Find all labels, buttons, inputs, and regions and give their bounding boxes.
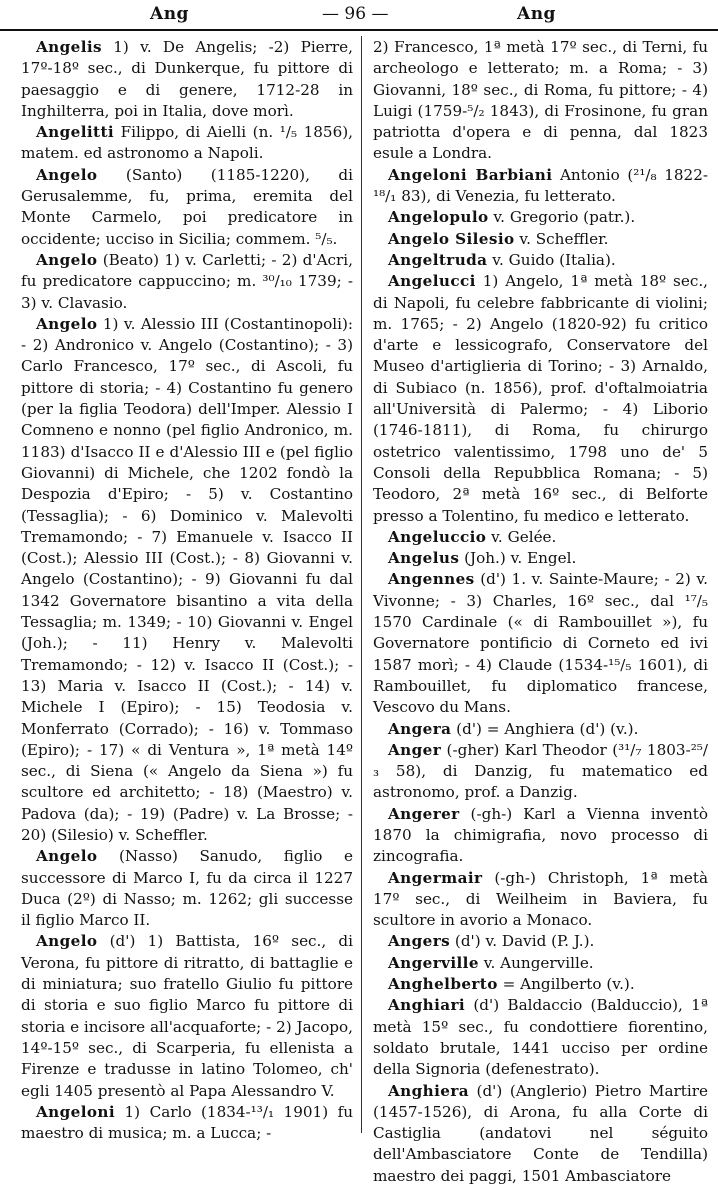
- entry: [21, 1102, 353, 1145]
- entry-text: (d') = Anghiera (d') (v.).: [451, 719, 639, 738]
- entry: [21, 846, 353, 931]
- entry-text: v. Aungerville.: [478, 953, 594, 972]
- entry-headword: Angelo: [36, 165, 98, 184]
- entry-text: = Angilberto (v.).: [497, 975, 635, 994]
- header-right-guide-word: Ang: [517, 4, 556, 24]
- entry-text: 1) Angelo, 1ª metà 18º sec., di Napoli, fu celebre fabbricante di violini; m. 1765; - 2) Angelo (1820-92) fu critico d'arte e lessicografo, Conservatore del Museo d'artiglieria di Torino; - 3) Arnaldo, di Subiaco (n. 1856), prof. d'oftalmoiatria all'Università di Palermo; - 4) Liborio (1746-1811), di Roma, fu chirurgo ostetrico valentissimo, 1798 uno de' 5 Consoli della Repubblica Romana; - 5) Teodoro, 2ª metà 16º sec., di Belforte presso a Tolentino, fu medico e letterato.: [373, 272, 708, 525]
- entry-text: 2) Francesco, 1ª metà 17º sec., di Terni, fu archeologo e letterato; m. a Roma; - 3) Giovanni, 18º sec., di Roma, fu pittore; - 4) Luigi (1759-⁵/₂ 1843), di Frosinone, fu gran patriotta d'opera e di penna, dal 1823 esule a Londra.: [373, 38, 708, 163]
- entry: [373, 804, 708, 868]
- entry-text: (-gher) Karl Theodor (³¹/₇ 1803-²⁵/₃ 58), di Danzig, fu matematico ed astronomo, prof. a Danzig.: [373, 740, 708, 802]
- entry-text: v. Guido (Italia).: [487, 250, 616, 269]
- entry-headword: Angelo: [36, 932, 98, 951]
- entry-headword: Anger: [388, 740, 442, 759]
- entry-text: (d') Baldaccio (Balduccio), 1ª metà 15º sec., fu condottiere fiorentino, soldato brutale, 1441 ucciso per ordine della Signoria (defenestrato).: [373, 996, 708, 1079]
- entry-headword: Angennes: [388, 570, 475, 589]
- page-number: — 96 —: [322, 4, 389, 24]
- entry-text: (-gh-) Christoph, 1ª metà 17º sec., di Weilheim in Baviera, fu scultore in avorio a Monaco.: [373, 868, 708, 930]
- entry: [373, 974, 708, 995]
- entry-headword: Angeltruda: [388, 250, 488, 269]
- entry: [373, 271, 708, 527]
- entry-text: (d') (Anglerio) Pietro Martire (1457-1526), di Arona, fu alla Corte di Castiglia (andatovi nel séguito dell'Ambasciatore Conte de Tendilla) maestro dei paggi, 1501 Ambasciatore: [373, 1081, 708, 1185]
- entry-text: (-gh-) Karl a Vienna inventò 1870 la chimigrafia, novo processo di zincografia.: [373, 804, 708, 866]
- entry-text: (Joh.) v. Engel.: [459, 549, 577, 568]
- entry: [373, 931, 708, 952]
- entry: [373, 250, 708, 271]
- entry-continuation: [373, 37, 708, 165]
- header-left-guide-word: Ang: [150, 4, 189, 24]
- entry-headword: Angelo Silesio: [388, 229, 515, 248]
- entry: [373, 995, 708, 1080]
- entry-text: (Nasso) Sanudo, figlio e successore di Marco I, fu da circa il 1227 Duca (2º) di Nasso; m. 1262; gli successe il figlio Marco II.: [21, 847, 353, 930]
- entry-text: (Santo) (1185-1220), di Gerusalemme, fu, prima, eremita del Monte Carmelo, poi predicatore in occidente; ucciso in Sicilia; commem. ⁵/₅.: [21, 165, 353, 248]
- entry: [373, 548, 708, 569]
- entry-headword: Angelis: [36, 38, 102, 56]
- entry: [373, 719, 708, 740]
- entry-headword: Angeluccio: [388, 527, 487, 546]
- entry: [373, 868, 708, 932]
- entry-headword: Angelo: [36, 847, 98, 866]
- entry-headword: Anghiari: [388, 996, 466, 1015]
- entry-text: Antonio (²¹/₈ 1822-¹⁸/₁ 83), di Venezia, fu letterato.: [373, 165, 708, 206]
- entry-headword: Angelitti: [36, 123, 115, 142]
- entry-text: (d') 1. v. Sainte-Maure; - 2) v. Vivonne; - 3) Charles, 16º sec., dal ¹⁷/₅ 1570 Cardinale (« di Rambouillet »), fu Governatore pontificio di Corneto ed ivi 1587 morì; - 4) Claude (1534-¹⁵/₅ 1601), di Rambouillet, fu diplomatico francese, Vescovo du Mans.: [373, 570, 708, 717]
- entry-text: 1) Carlo (1834-¹³/₁ 1901) fu maestro di musica; m. a Lucca; -: [21, 1102, 353, 1143]
- entry: [21, 314, 353, 846]
- entry-headword: Angerville: [388, 953, 479, 972]
- column-divider: [361, 36, 362, 1133]
- entry-headword: Angera: [388, 719, 452, 738]
- entry: [21, 165, 353, 250]
- entry: [21, 250, 353, 314]
- entry-text: Filippo, di Aielli (n. ¹/₅ 1856), matem. ed astronomo a Napoli.: [21, 123, 353, 163]
- entry: [373, 527, 708, 548]
- entry-text: (Beato) 1) v. Carletti; - 2) d'Acri, fu predicatore cappuccino; m. ³⁰/₁₀ 1739; - 3) v. Clavasio.: [21, 250, 353, 312]
- page-header: [0, 0, 718, 36]
- entry: [373, 953, 708, 974]
- entry: [373, 207, 708, 228]
- entry: [373, 569, 708, 718]
- entry-headword: Angelo: [36, 314, 98, 333]
- entry-text: (d') 1) Battista, 16º sec., di Verona, fu pittore di ritratto, di battaglie e di miniatura; suo fratello Giulio fu pittore di storia e suo figlio Marco fu pittore di storia e incisore all'acquaforte; - 2) Jacopo, 14º-15º sec., di Scarperia, fu ellenista a Firenze e tradusse in latino Tolomeo, ch' egli 1405 presentò al Papa Alessandro V.: [21, 932, 353, 1100]
- entry-text: v. Gelée.: [486, 527, 557, 546]
- entry-headword: Angelopulo: [388, 208, 489, 227]
- entry-headword: Anghelberto: [388, 975, 498, 994]
- entry: [373, 740, 708, 804]
- header-rule: [0, 29, 718, 31]
- entry-headword: Anghiera: [388, 1081, 469, 1100]
- entry-headword: Angeloni Barbiani: [388, 165, 553, 184]
- entry: [373, 229, 708, 250]
- entry: [21, 931, 353, 1101]
- left-column: [21, 37, 353, 1143]
- entry-headword: Angerer: [388, 804, 460, 823]
- entry-text: v. Scheffler.: [514, 229, 609, 248]
- right-column: [373, 37, 708, 1185]
- entry-headword: Angers: [388, 932, 451, 951]
- entry-text: v. Gregorio (patr.).: [488, 208, 636, 227]
- entry-text: 1) v. De Angelis; -2) Pierre, 17º-18º sec., di Dunkerque, fu pittore di paesaggio e di genere, 1712-28 in Inghilterra, poi in Italia, dove morì.: [21, 38, 353, 120]
- entry-headword: Angelus: [388, 549, 460, 568]
- entry-headword: Angelucci: [388, 272, 476, 291]
- entry-headword: Angeloni: [36, 1102, 116, 1121]
- entry: [21, 122, 353, 165]
- entry: [21, 37, 353, 122]
- entry-headword: Angermair: [388, 868, 483, 887]
- entry-text: 1) v. Alessio III (Costantinopoli): - 2) Andronico v. Angelo (Costantino); - 3) Carlo Francesco, 17º sec., di Ascoli, fu pittore di storia; - 4) Costantino fu genero (per la figlia Teodora) dell'Imper. Alessio I Comneno e nonno (pel figlio Andronico, m. 1183) d'Isacco II e d'Alessio III e (pel figlio Giovanni) di Michele, che 1202 fondò la Despozia d'Epiro; - 5) v. Costantino (Tessaglia); - 6) Dominico v. Malevolti Tremamondo; - 7) Emanuele v. Isacco II (Cost.); Alessio III (Cost.); - 8) Giovanni v. Angelo (Costantino); - 9) Giovanni fu dal 1342 Governatore bisantino a vita della Tessaglia; m. 1349; - 10) Giovanni v. Engel (Joh.); - 11) Henry v. Malevolti Tremamondo; - 12) v. Isacco II (Cost.); - 13) Maria v. Isacco II (Cost.); - 14) v. Michele I (Epiro); - 15) Teodosia v. Monferrato (Corrado); - 16) v. Tommaso (Epiro); - 17) « di Ventura », 1ª metà 14º sec., di Siena (« Angelo da Siena ») fu scultore ed architetto; - 18) (Maestro) v. Padova (da); - 19) (Padre) v. La Brosse; - 20) (Silesio) v. Scheffler.: [21, 314, 353, 844]
- entry: [373, 1081, 708, 1187]
- entry-headword: Angelo: [36, 250, 98, 269]
- entry-text: (d') v. David (P. J.).: [450, 932, 595, 951]
- entry: [373, 165, 708, 208]
